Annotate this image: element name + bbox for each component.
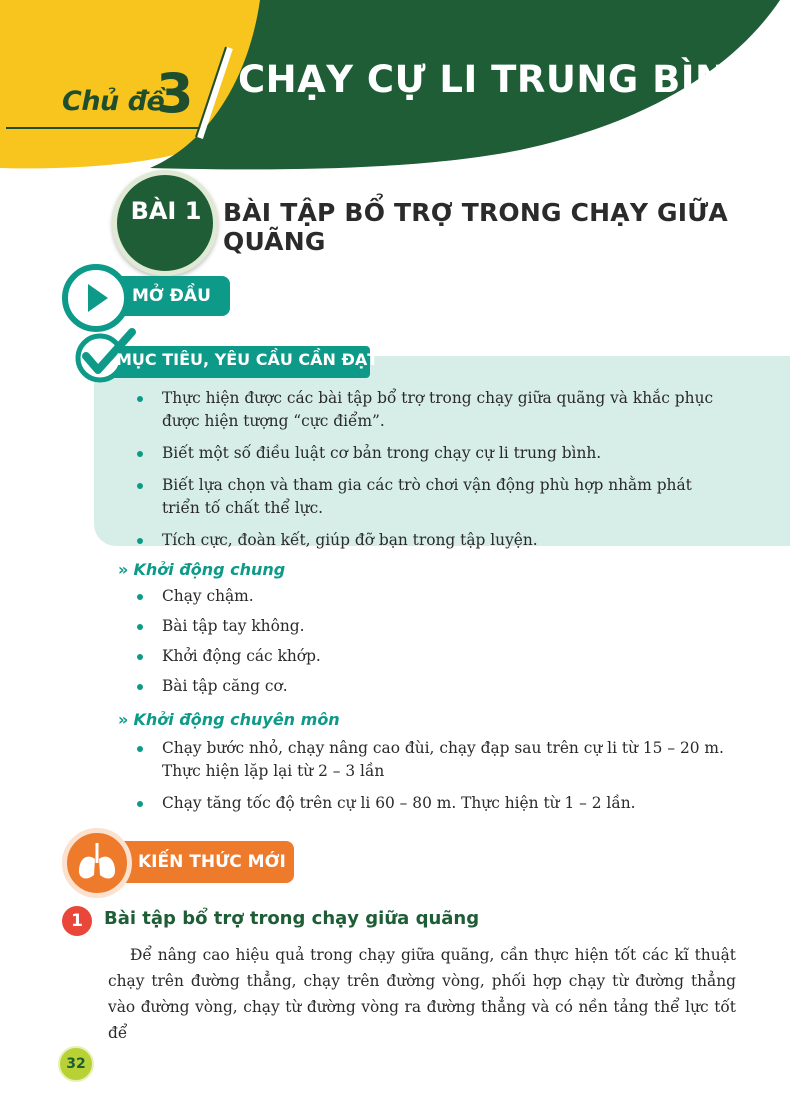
list-item: Chạy bước nhỏ, chạy nâng cao đùi, chạy đạp sau trên cự li từ 15 – 20 m. Thực hiện lặp lại từ 2 – 3 lần — [134, 737, 744, 783]
list-item: Chạy tăng tốc độ trên cự li 60 – 80 m. Thực hiện từ 1 – 2 lần. — [134, 792, 744, 815]
section-title: Bài tập bổ trợ trong chạy giữa quãng — [104, 908, 480, 929]
warmup-specific-title: Khởi động chuyên môn — [133, 710, 340, 729]
warmup-specific-heading — [118, 710, 340, 729]
new-knowledge-label: KIẾN THỨC MỚI — [138, 852, 286, 872]
warmup-specific-list — [134, 737, 744, 824]
double-chevron-icon: » — [118, 560, 129, 579]
list-item: Biết lựa chọn và tham gia các trò chơi vận động phù hợp nhằm phát triển tố chất thể lực. — [134, 474, 734, 520]
topic-title: CHẠY CỰ LI TRUNG BÌNH — [238, 58, 758, 101]
topic-label: Chủ đề — [62, 86, 165, 117]
warmup-general-title: Khởi động chung — [133, 560, 286, 579]
page-number: 32 — [58, 1046, 94, 1082]
section-number-badge: 1 — [62, 906, 92, 936]
double-chevron-icon: » — [118, 710, 129, 729]
lungs-icon — [62, 828, 132, 898]
list-item: Chạy chậm. — [134, 585, 734, 608]
topic-number: 3 — [156, 62, 194, 125]
objectives-title: MỤC TIÊU, YÊU CẦU CẦN ĐẠT — [116, 350, 379, 369]
warmup-general-list — [134, 585, 734, 705]
list-item: Tích cực, đoàn kết, giúp đỡ bạn trong tập luyện. — [134, 529, 734, 552]
section-paragraph: Để nâng cao hiệu quả trong chạy giữa quãng, cần thực hiện tốt các kĩ thuật chạy trên đường thẳng, chạy trên đường vòng, phối hợp chạy từ đường thẳng vào đường vòng, chạy từ đường vòng ra đường thẳng và có nền tảng thể lực tốt để — [108, 946, 736, 1042]
play-icon — [62, 264, 130, 332]
lesson-number: BÀI 1 — [130, 197, 202, 225]
list-item: Bài tập căng cơ. — [134, 675, 734, 698]
lesson-title: BÀI TẬP BỔ TRỢ TRONG CHẠY GIỮA QUÃNG — [223, 198, 728, 256]
list-item: Bài tập tay không. — [134, 615, 734, 638]
intro-label: MỞ ĐẦU — [132, 286, 211, 306]
list-item: Khởi động các khớp. — [134, 645, 734, 668]
objectives-list — [134, 387, 734, 561]
list-item: Thực hiện được các bài tập bổ trợ trong chạy giữa quãng và khắc phục được hiện tượng “cực điểm”. — [134, 387, 734, 433]
warmup-general-heading — [118, 560, 285, 579]
list-item: Biết một số điều luật cơ bản trong chạy cự li trung bình. — [134, 442, 734, 465]
